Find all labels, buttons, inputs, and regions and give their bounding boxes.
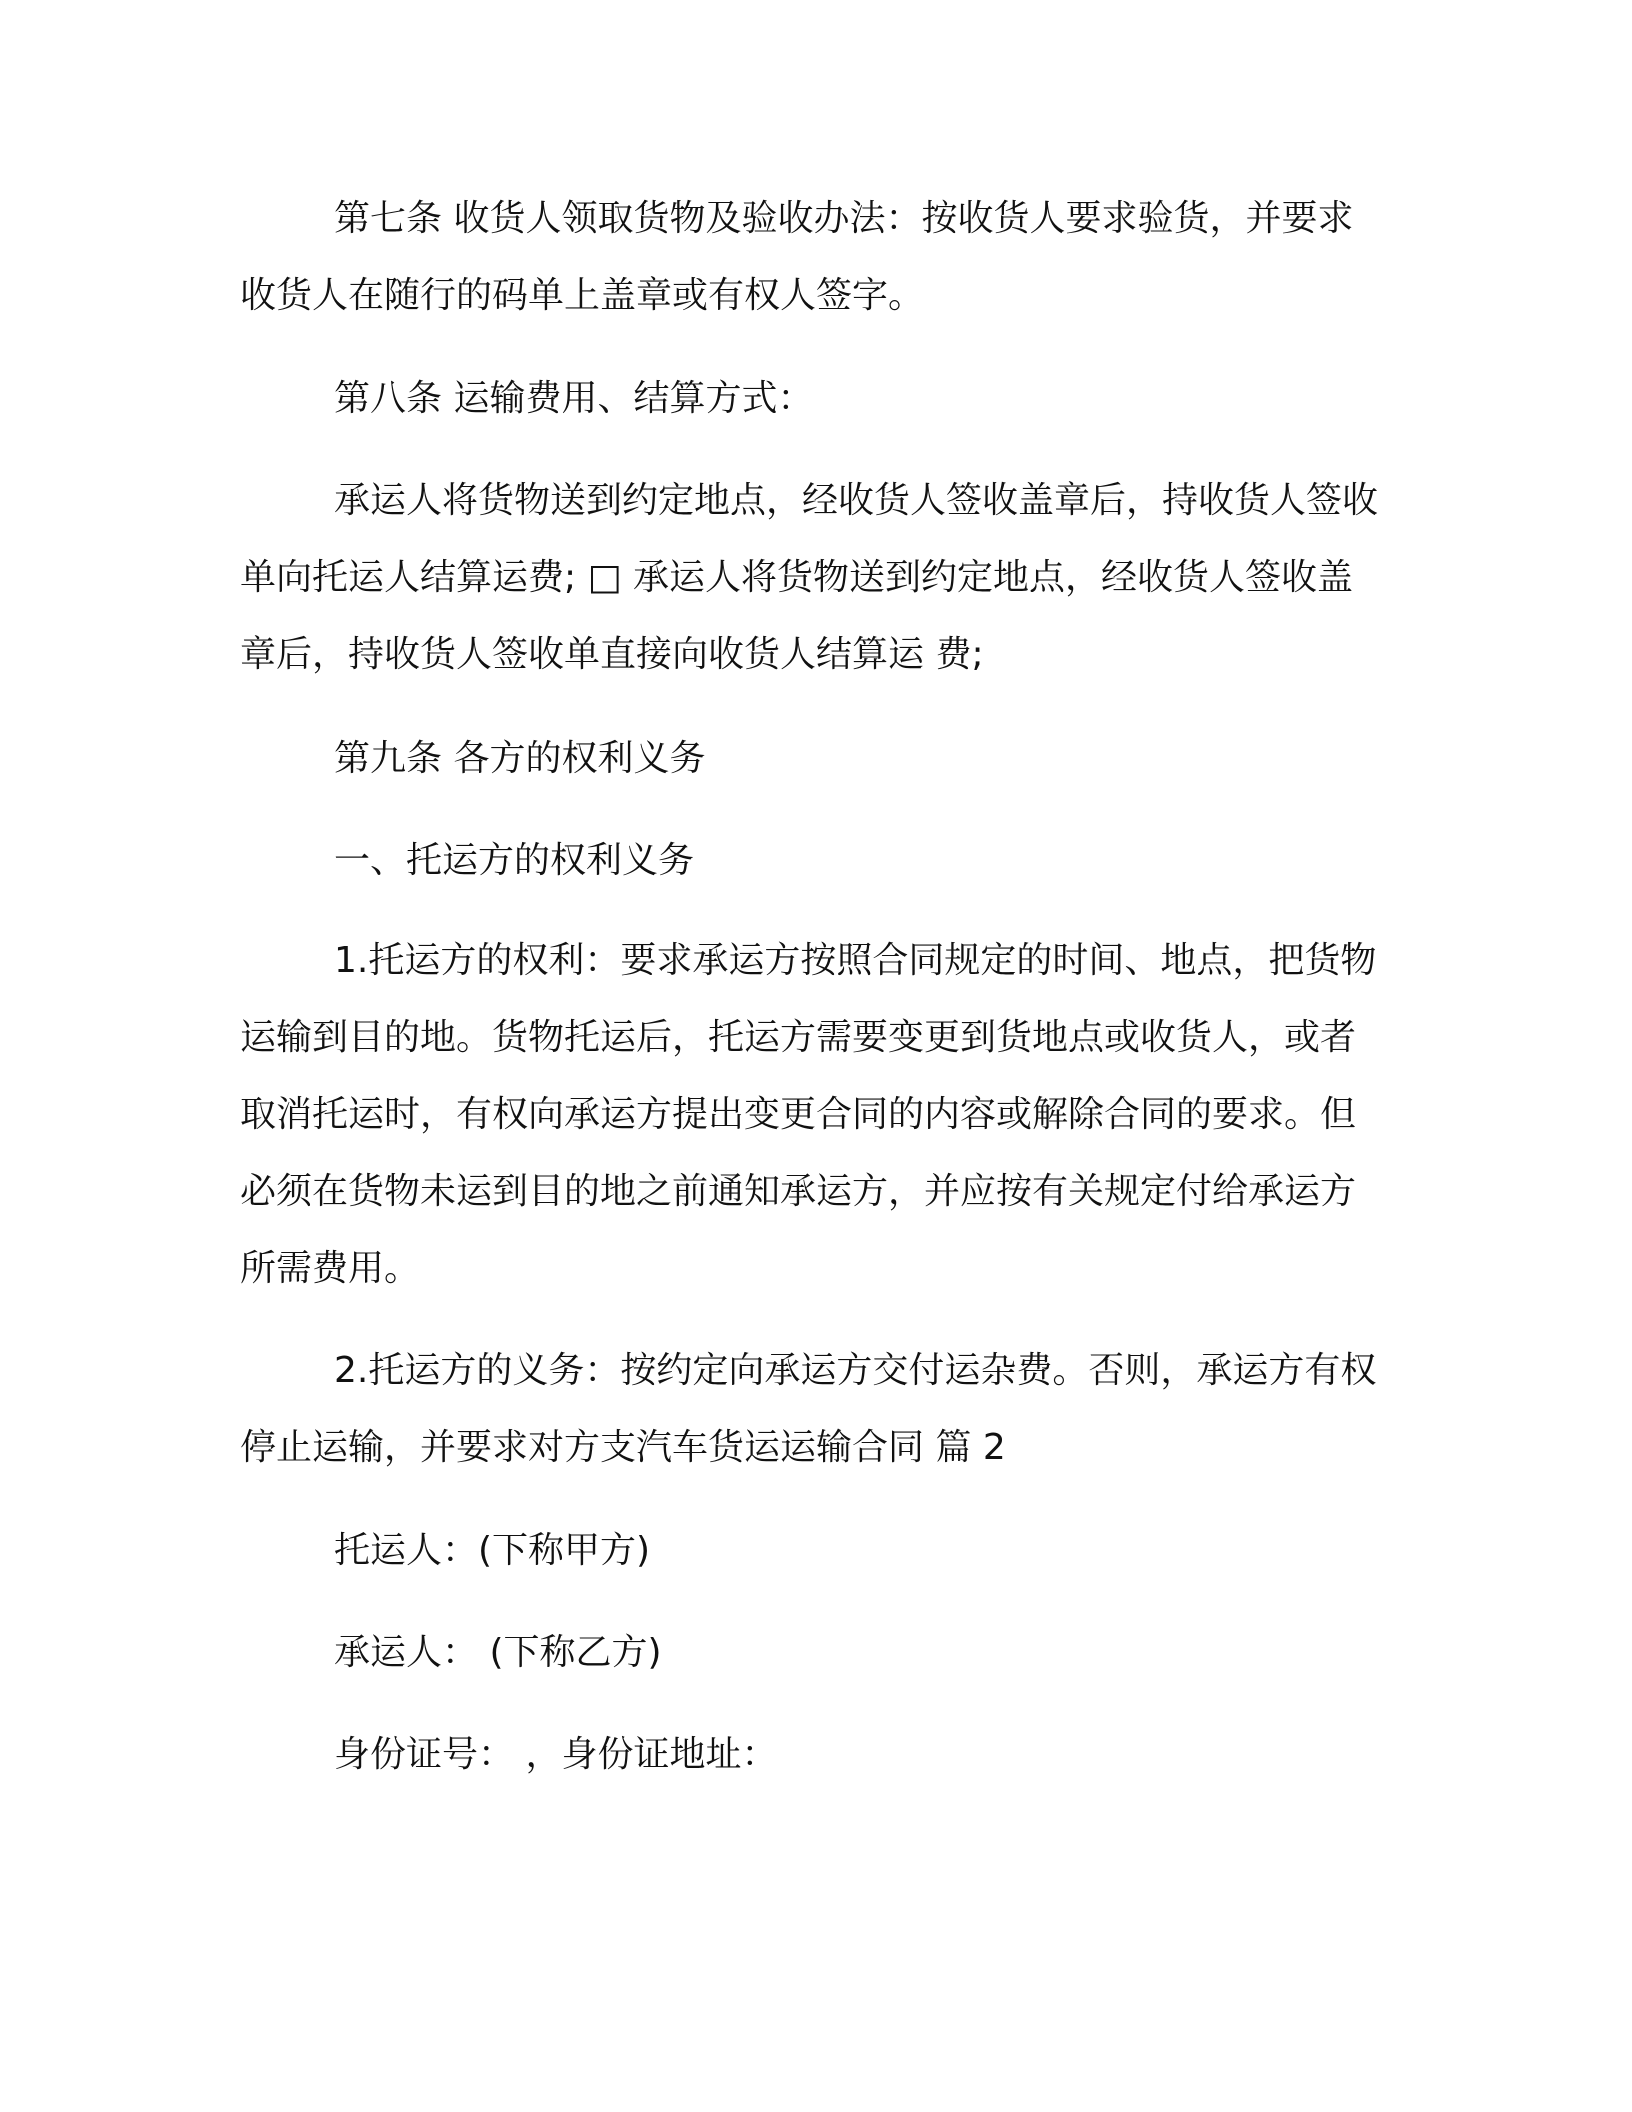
- shipper-rights-paragraph: 1.托运方的权利：要求承运方按照合同规定的时间、地点，把货物运输到目的地。货物托运后，托运方需要变更到货地点或收货人，或者取消托运时，有权向承运方提出变更合同的内容或解除合同的要求。但必须在货物未运到目的地之前通知承运方，并应按有关规定付给承运方所需费用。: [240, 940, 1377, 1289]
- shipper-field: 托运人：(下称甲方): [334, 1530, 651, 1571]
- section-1-heading: 一、托运方的权利义务: [334, 840, 695, 881]
- article-7-paragraph: 第七条 收货人领取货物及验收办法：按收货人要求验货，并要求收货人在随行的码单上盖章或有权人签字。: [240, 198, 1354, 316]
- shipper-obligations-paragraph: 2.托运方的义务：按约定向承运方交付运杂费。否则，承运方有权停止运输，并要求对方支汽车货运运输合同 篇 2: [240, 1350, 1377, 1468]
- settlement-method-paragraph: 承运人将货物送到约定地点，经收货人签收盖章后，持收货人签收单向托运人结算运费; □ 承运人将货物送到约定地点，经收货人签收盖章后，持收货人签收单直接向收货人结算运 费;: [240, 480, 1379, 675]
- carrier-field: 承运人： (下称乙方): [334, 1632, 662, 1673]
- article-9-heading: 第九条 各方的权利义务: [334, 738, 706, 779]
- article-8-heading: 第八条 运输费用、结算方式：: [334, 378, 814, 419]
- id-number-field: 身份证号： ，身份证地址：: [334, 1734, 778, 1775]
